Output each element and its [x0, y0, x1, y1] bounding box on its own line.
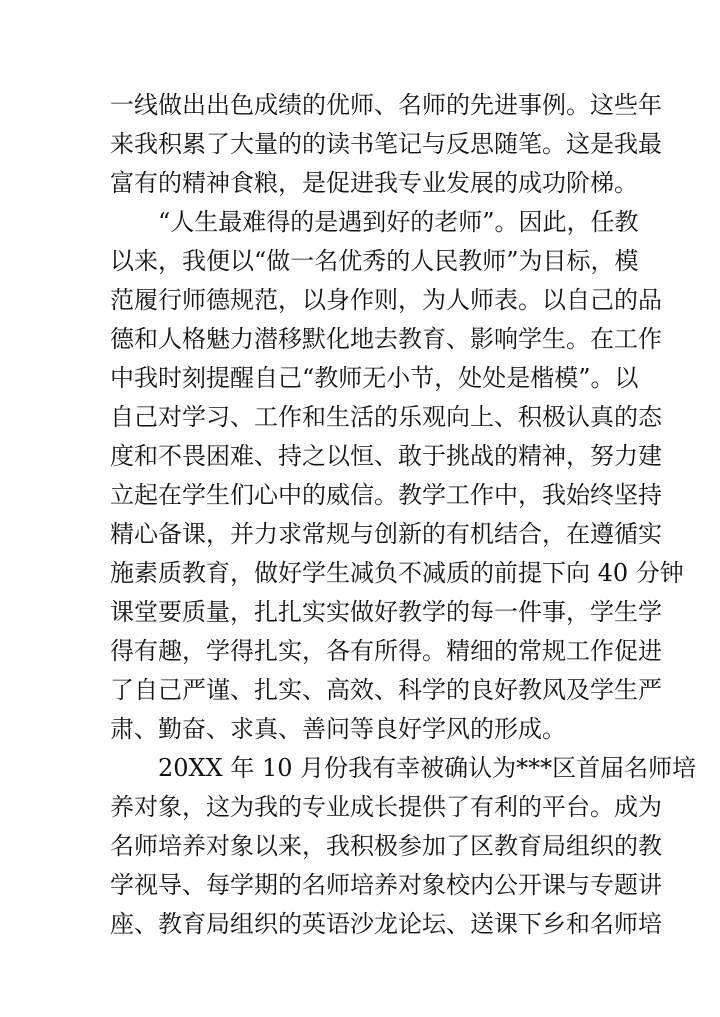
- text-line: 中我时刻提醒自己“教师无小节，处处是楷模”。以: [110, 364, 639, 392]
- text-line: 了自己严谨、扎实、高效、科学的良好教风及学生严: [110, 676, 662, 704]
- text-line: “人生最难得的是遇到好的老师”。因此，任教: [158, 208, 639, 236]
- text-line: 20XX 年 10 月份我有幸被确认为***区首届名师培: [158, 754, 697, 782]
- text-line: 来我积累了大量的的读书笔记与反思随笔。这是我最: [110, 130, 662, 158]
- document-body: [110, 86, 697, 944]
- text-line: 精心备课，并力求常规与创新的有机结合，在遵循实: [110, 520, 662, 548]
- text-line: 名师培养对象以来，我积极参加了区教育局组织的教: [110, 832, 662, 860]
- text-line: 立起在学生们心中的威信。教学工作中，我始终坚持: [110, 481, 662, 509]
- text-line: 范履行师德规范，以身作则，为人师表。以自己的品: [110, 286, 662, 314]
- text-line: 以来，我便以“做一名优秀的人民教师”为目标，模: [110, 247, 639, 275]
- text-line: 富有的精神食粮，是促进我专业发展的成功阶梯。: [110, 169, 638, 197]
- text-line: 施素质教育，做好学生减负不减质的前提下向 40 分钟: [110, 559, 684, 587]
- text-line: 肃、勤奋、求真、善问等良好学风的形成。: [110, 715, 566, 743]
- text-line: 得有趣，学得扎实，各有所得。精细的常规工作促进: [110, 637, 662, 665]
- text-line: 度和不畏困难、持之以恒、敢于挑战的精神，努力建: [110, 442, 662, 470]
- text-line: 学视导、每学期的名师培养对象校内公开课与专题讲: [110, 871, 662, 899]
- text-line: 一线做出出色成绩的优师、名师的先进事例。这些年: [110, 91, 662, 119]
- text-line: 德和人格魅力潜移默化地去教育、影响学生。在工作: [110, 325, 662, 353]
- text-line: 养对象，这为我的专业成长提供了有利的平台。成为: [110, 793, 662, 821]
- text-line: 自己对学习、工作和生活的乐观向上、积极认真的态: [110, 403, 662, 431]
- text-line: 课堂要质量，扎扎实实做好教学的每一件事，学生学: [110, 598, 662, 626]
- text-line: 座、教育局组织的英语沙龙论坛、送课下乡和名师培: [110, 910, 662, 938]
